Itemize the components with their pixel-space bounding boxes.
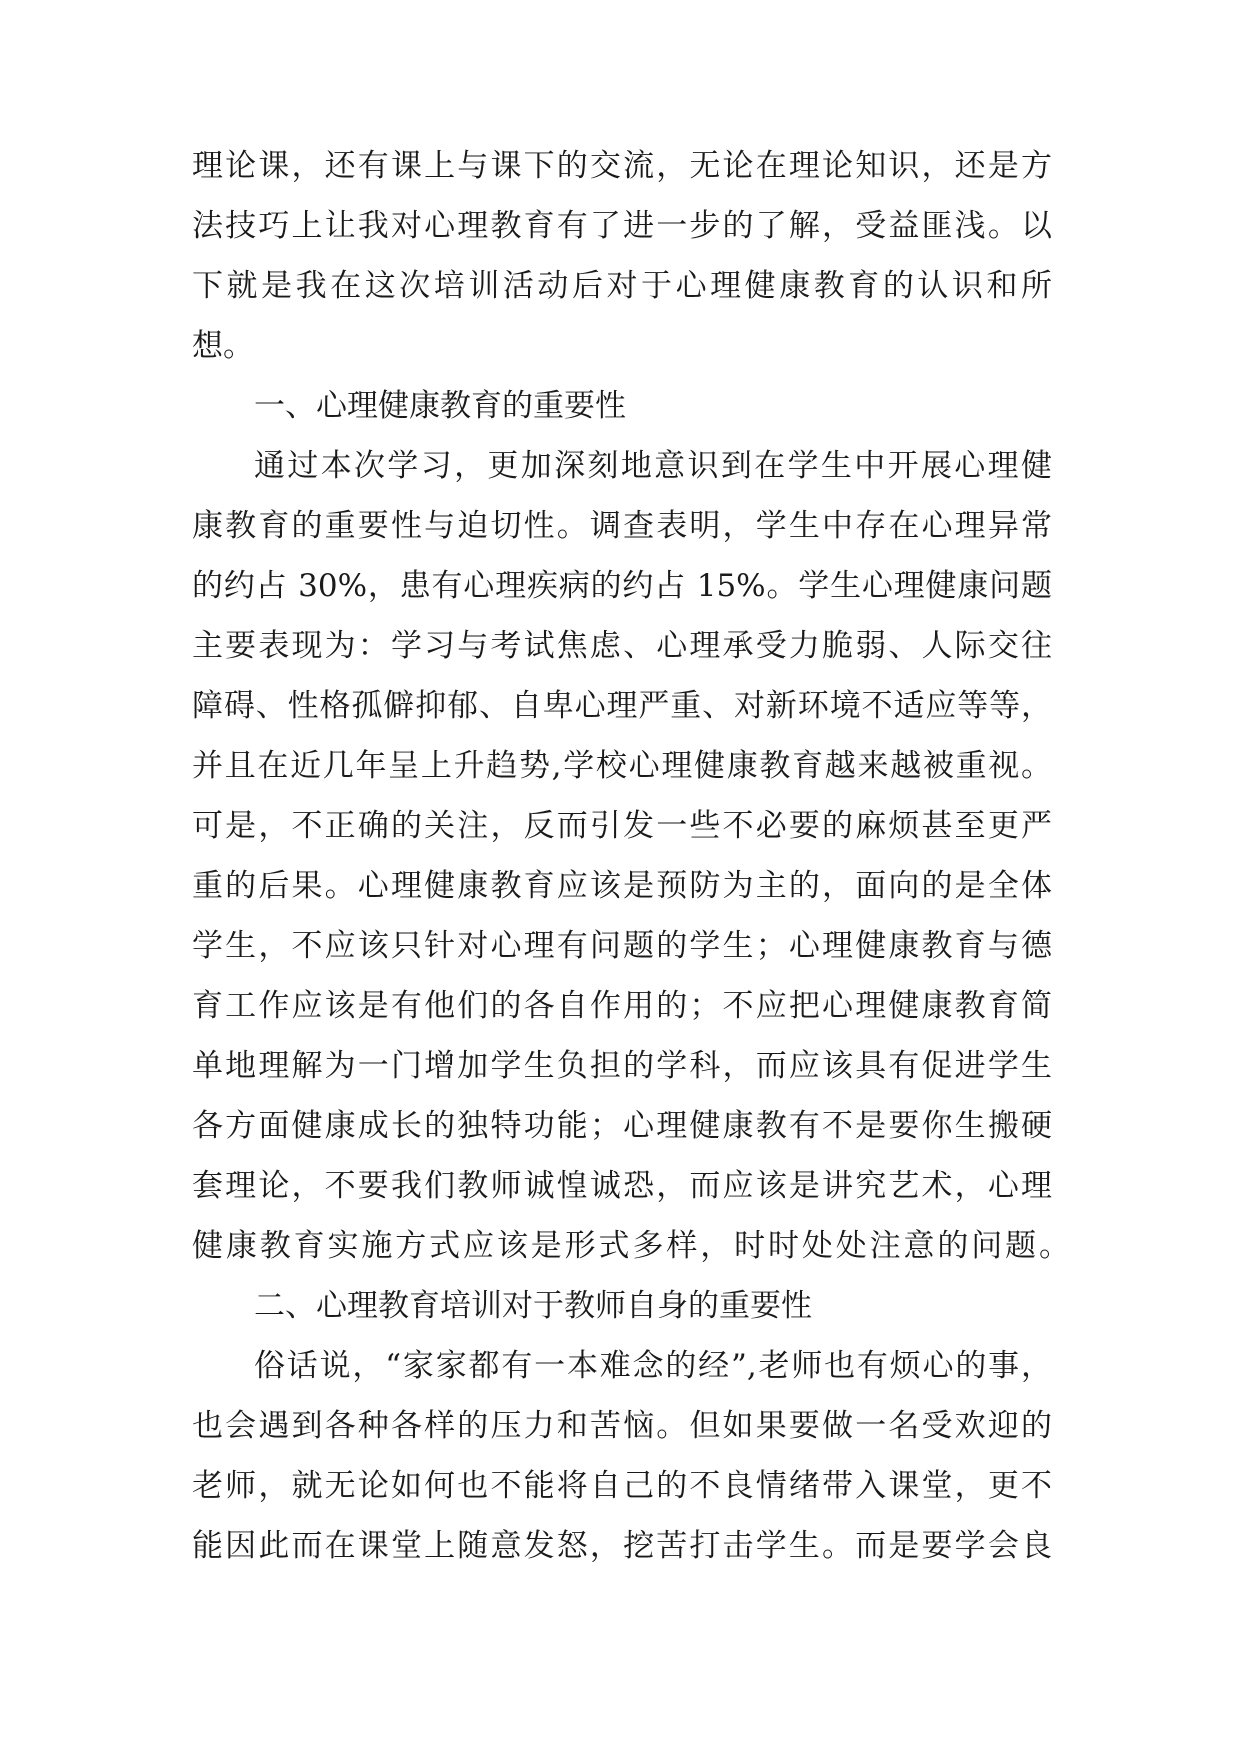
- text-line: 俗话说，“家家都有一本难念的经”,老师也有烦心的事，: [254, 1348, 1052, 1384]
- text-line: 学生，不应该只针对心理有问题的学生；心理健康教育与德: [192, 928, 1052, 964]
- text-line: 也会遇到各种各样的压力和苦恼。但如果要做一名受欢迎的: [192, 1408, 1052, 1444]
- text-line: 健康教育实施方式应该是形式多样，时时处处注意的问题。: [192, 1228, 1070, 1264]
- text-line: 康教育的重要性与迫切性。调查表明，学生中存在心理异常: [192, 508, 1052, 544]
- section-heading: 二、心理教育培训对于教师自身的重要性: [254, 1288, 812, 1324]
- text-line: 法技巧上让我对心理教育有了进一步的了解，受益匪浅。以: [192, 208, 1052, 244]
- text-line: 育工作应该是有他们的各自作用的；不应把心理健康教育简: [192, 988, 1052, 1024]
- text-line: 想。: [192, 328, 254, 364]
- text-line: 主要表现为：学习与考试焦虑、心理承受力脆弱、人际交往: [192, 628, 1052, 664]
- section-heading: 一、心理健康教育的重要性: [254, 388, 626, 424]
- text-line: 老师，就无论如何也不能将自己的不良情绪带入课堂，更不: [192, 1468, 1052, 1504]
- text-line: 重的后果。心理健康教育应该是预防为主的，面向的是全体: [192, 868, 1052, 904]
- text-line: 下就是我在这次培训活动后对于心理健康教育的认识和所: [192, 268, 1052, 304]
- text-line: 的约占 30%，患有心理疾病的约占 15%。学生心理健康问题: [192, 568, 1052, 604]
- text-line: 能因此而在课堂上随意发怒，挖苦打击学生。而是要学会良: [192, 1528, 1052, 1564]
- text-line: 可是，不正确的关注，反而引发一些不必要的麻烦甚至更严: [192, 808, 1052, 844]
- text-line: 各方面健康成长的独特功能；心理健康教有不是要你生搬硬: [192, 1108, 1052, 1144]
- text-line: 通过本次学习，更加深刻地意识到在学生中开展心理健: [254, 448, 1052, 484]
- text-line: 障碍、性格孤僻抑郁、自卑心理严重、对新环境不适应等等，: [192, 688, 1052, 724]
- text-line: 套理论，不要我们教师诚惶诚恐，而应该是讲究艺术，心理: [192, 1168, 1052, 1204]
- text-line: 理论课，还有课上与课下的交流，无论在理论知识，还是方: [192, 148, 1052, 184]
- text-line: 并且在近几年呈上升趋势,学校心理健康教育越来越被重视。: [192, 748, 1052, 784]
- text-line: 单地理解为一门增加学生负担的学科，而应该具有促进学生: [192, 1048, 1052, 1084]
